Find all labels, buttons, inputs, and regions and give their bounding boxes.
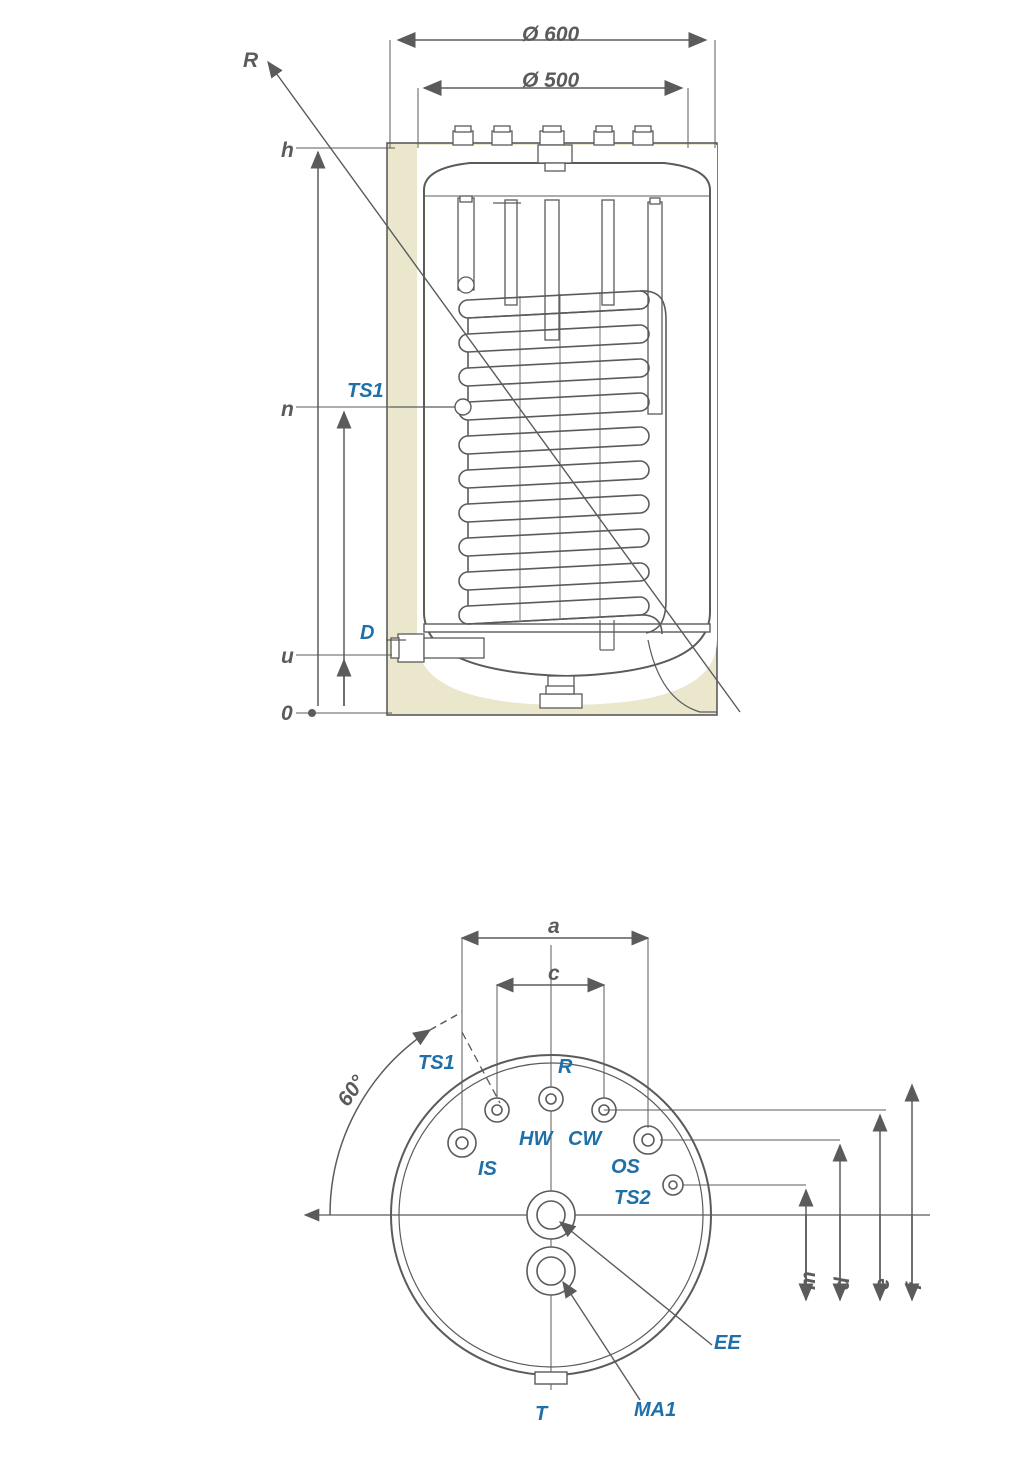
port-label-is: IS	[478, 1158, 497, 1180]
section-view-group	[268, 40, 740, 717]
port-label-ts1-section: TS1	[347, 380, 384, 402]
dim-label-m: m	[797, 1271, 820, 1290]
dim-label-d: d	[831, 1277, 854, 1290]
port-label-hw: HW	[519, 1128, 553, 1150]
port-label-os: OS	[611, 1156, 640, 1178]
port-label-d: D	[360, 622, 375, 644]
port-label-ts1-plan: TS1	[418, 1052, 455, 1074]
port-label-ee: EE	[714, 1332, 741, 1354]
dim-label-zero: 0	[281, 702, 293, 725]
port-label-r-section: R	[243, 49, 259, 72]
dim-label-dia-inner: Ø 500	[522, 69, 580, 92]
port-label-ts2: TS2	[614, 1187, 651, 1209]
dim-label-h: h	[281, 139, 294, 162]
dim-label-dia-outer: Ø 600	[522, 23, 580, 46]
dim-label-f: f	[903, 1283, 926, 1290]
angle-label-60: 60°	[333, 1071, 371, 1111]
dim-label-a: a	[548, 915, 560, 938]
dim-label-e: e	[871, 1278, 894, 1290]
port-label-cw: CW	[568, 1128, 602, 1150]
port-label-ma1: MA1	[634, 1399, 677, 1421]
port-label-r-plan: R	[558, 1056, 573, 1078]
dim-label-c: c	[548, 962, 560, 985]
dim-label-n: n	[281, 398, 294, 421]
dim-label-u: u	[281, 645, 294, 668]
port-label-t: T	[535, 1403, 548, 1425]
